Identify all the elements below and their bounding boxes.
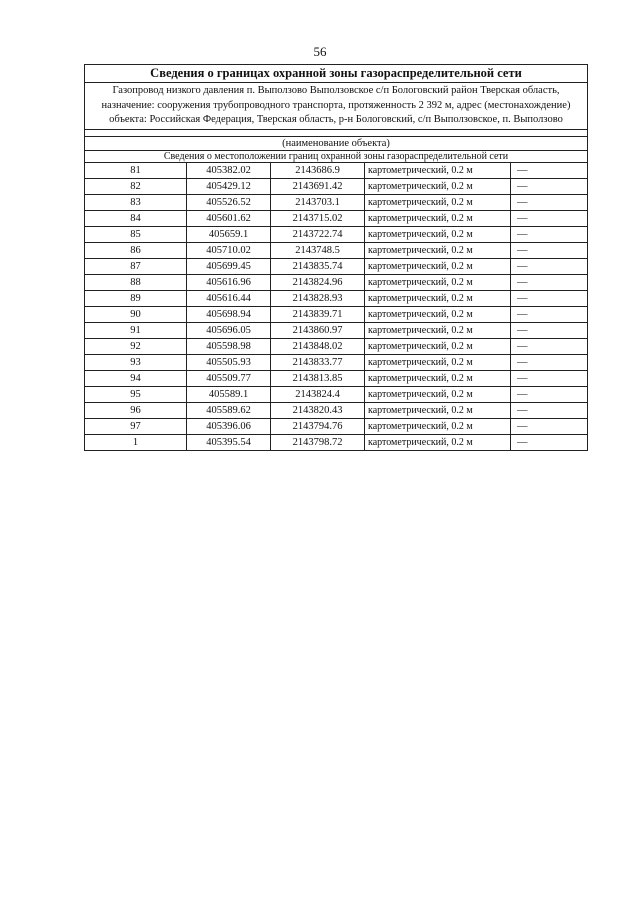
x-coordinate-cell: 405526.52: [187, 194, 271, 210]
x-coordinate-cell: 405396.06: [187, 418, 271, 434]
table-row: [85, 418, 588, 434]
table-row: [85, 386, 588, 402]
x-coordinate-cell: 405710.02: [187, 242, 271, 258]
table-row: [85, 370, 588, 386]
description-cell: —: [511, 418, 588, 434]
point-number-cell: 89: [85, 290, 187, 306]
table-title: Сведения о границах охранной зоны газораспределительной сети: [85, 65, 588, 83]
description-cell: —: [511, 210, 588, 226]
object-description: Газопровод низкого давления п. Выползово Выползовское с/п Бологовский район Тверская область, назначение: сооружения трубопроводного транспорта, протяженность 2 392 м, адрес (местонахождение) объекта: Российская Федерация, Тверская область, р-н Бологовский, с/п Выползовское, п. Выползово: [85, 83, 588, 130]
location-subtitle: Сведения о местоположении границ охранной зоны газораспределительной сети: [85, 150, 588, 162]
y-coordinate-cell: 2143715.02: [271, 210, 365, 226]
table-row: [85, 162, 588, 178]
y-coordinate-cell: 2143860.97: [271, 322, 365, 338]
method-accuracy-cell: картометрический, 0.2 м: [365, 178, 511, 194]
point-number-cell: 1: [85, 434, 187, 450]
point-number-cell: 82: [85, 178, 187, 194]
table-row: [85, 354, 588, 370]
spacer-row: [85, 129, 588, 136]
x-coordinate-cell: 405382.02: [187, 162, 271, 178]
description-cell: —: [511, 226, 588, 242]
method-accuracy-cell: картометрический, 0.2 м: [365, 434, 511, 450]
y-coordinate-cell: 2143833.77: [271, 354, 365, 370]
description-cell: —: [511, 402, 588, 418]
x-coordinate-cell: 405589.1: [187, 386, 271, 402]
y-coordinate-cell: 2143824.4: [271, 386, 365, 402]
x-coordinate-cell: 405589.62: [187, 402, 271, 418]
method-accuracy-cell: картометрический, 0.2 м: [365, 290, 511, 306]
table-row: [85, 322, 588, 338]
x-coordinate-cell: 405509.77: [187, 370, 271, 386]
y-coordinate-cell: 2143748.5: [271, 242, 365, 258]
point-number-cell: 91: [85, 322, 187, 338]
y-coordinate-cell: 2143722.74: [271, 226, 365, 242]
table-row: [85, 274, 588, 290]
y-coordinate-cell: 2143824.96: [271, 274, 365, 290]
object-name-caption: (наименование объекта): [85, 136, 588, 150]
y-coordinate-cell: 2143686.9: [271, 162, 365, 178]
point-number-cell: 83: [85, 194, 187, 210]
point-number-cell: 92: [85, 338, 187, 354]
description-cell: —: [511, 258, 588, 274]
description-cell: —: [511, 274, 588, 290]
boundary-table: [84, 64, 588, 451]
y-coordinate-cell: 2143798.72: [271, 434, 365, 450]
description-cell: —: [511, 194, 588, 210]
y-coordinate-cell: 2143703.1: [271, 194, 365, 210]
x-coordinate-cell: 405696.05: [187, 322, 271, 338]
point-number-cell: 90: [85, 306, 187, 322]
x-coordinate-cell: 405601.62: [187, 210, 271, 226]
method-accuracy-cell: картометрический, 0.2 м: [365, 402, 511, 418]
x-coordinate-cell: 405505.93: [187, 354, 271, 370]
method-accuracy-cell: картометрический, 0.2 м: [365, 322, 511, 338]
table-row: [85, 290, 588, 306]
y-coordinate-cell: 2143820.43: [271, 402, 365, 418]
y-coordinate-cell: 2143828.93: [271, 290, 365, 306]
table-row: [85, 242, 588, 258]
description-cell: —: [511, 306, 588, 322]
page-number: 56: [313, 44, 327, 59]
method-accuracy-cell: картометрический, 0.2 м: [365, 338, 511, 354]
method-accuracy-cell: картометрический, 0.2 м: [365, 386, 511, 402]
x-coordinate-cell: 405659.1: [187, 226, 271, 242]
method-accuracy-cell: картометрический, 0.2 м: [365, 242, 511, 258]
point-number-cell: 93: [85, 354, 187, 370]
method-accuracy-cell: картометрический, 0.2 м: [365, 354, 511, 370]
description-cell: —: [511, 434, 588, 450]
point-number-cell: 87: [85, 258, 187, 274]
point-number-cell: 96: [85, 402, 187, 418]
method-accuracy-cell: картометрический, 0.2 м: [365, 210, 511, 226]
y-coordinate-cell: 2143794.76: [271, 418, 365, 434]
description-cell: —: [511, 178, 588, 194]
description-cell: —: [511, 338, 588, 354]
x-coordinate-cell: 405395.54: [187, 434, 271, 450]
table-row: [85, 210, 588, 226]
description-cell: —: [511, 290, 588, 306]
method-accuracy-cell: картометрический, 0.2 м: [365, 370, 511, 386]
point-number-cell: 88: [85, 274, 187, 290]
description-cell: —: [511, 354, 588, 370]
method-accuracy-cell: картометрический, 0.2 м: [365, 258, 511, 274]
point-number-cell: 85: [85, 226, 187, 242]
point-number-cell: 86: [85, 242, 187, 258]
table-row: [85, 434, 588, 450]
y-coordinate-cell: 2143839.71: [271, 306, 365, 322]
method-accuracy-cell: картометрический, 0.2 м: [365, 162, 511, 178]
description-cell: —: [511, 242, 588, 258]
point-number-cell: 81: [85, 162, 187, 178]
x-coordinate-cell: 405699.45: [187, 258, 271, 274]
table-row: [85, 226, 588, 242]
x-coordinate-cell: 405616.44: [187, 290, 271, 306]
table-row: [85, 338, 588, 354]
table-row: [85, 402, 588, 418]
description-cell: —: [511, 386, 588, 402]
table-row: [85, 194, 588, 210]
description-cell: —: [511, 162, 588, 178]
point-number-cell: 95: [85, 386, 187, 402]
method-accuracy-cell: картометрический, 0.2 м: [365, 274, 511, 290]
y-coordinate-cell: 2143835.74: [271, 258, 365, 274]
table-row: [85, 306, 588, 322]
table-row: [85, 178, 588, 194]
method-accuracy-cell: картометрический, 0.2 м: [365, 194, 511, 210]
point-number-cell: 84: [85, 210, 187, 226]
method-accuracy-cell: картометрический, 0.2 м: [365, 306, 511, 322]
x-coordinate-cell: 405616.96: [187, 274, 271, 290]
description-cell: —: [511, 322, 588, 338]
point-number-cell: 94: [85, 370, 187, 386]
point-number-cell: 97: [85, 418, 187, 434]
x-coordinate-cell: 405598.98: [187, 338, 271, 354]
method-accuracy-cell: картометрический, 0.2 м: [365, 226, 511, 242]
x-coordinate-cell: 405698.94: [187, 306, 271, 322]
x-coordinate-cell: 405429.12: [187, 178, 271, 194]
y-coordinate-cell: 2143848.02: [271, 338, 365, 354]
table-row: [85, 258, 588, 274]
description-cell: —: [511, 370, 588, 386]
y-coordinate-cell: 2143813.85: [271, 370, 365, 386]
y-coordinate-cell: 2143691.42: [271, 178, 365, 194]
method-accuracy-cell: картометрический, 0.2 м: [365, 418, 511, 434]
